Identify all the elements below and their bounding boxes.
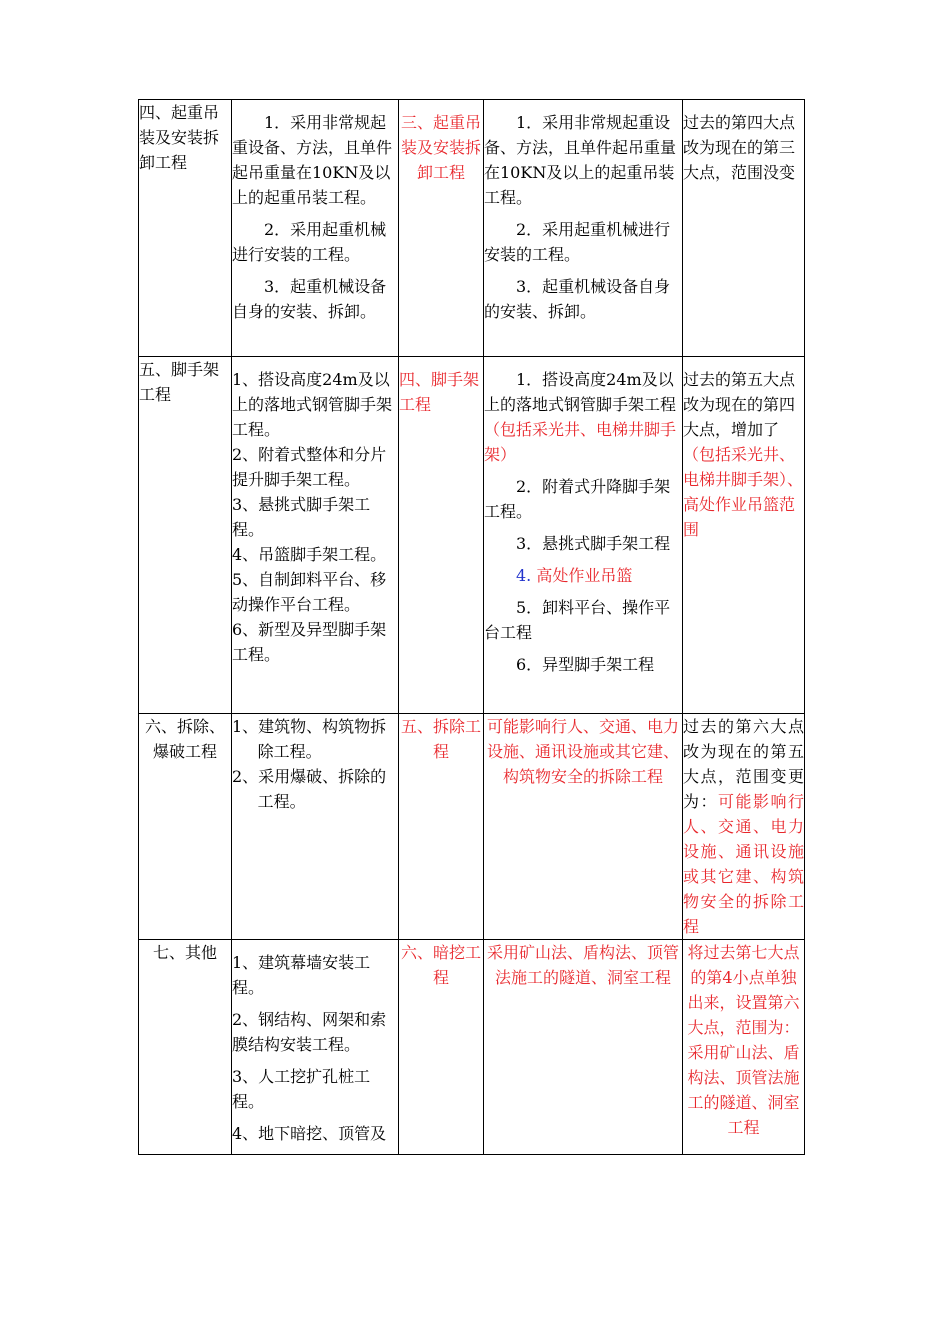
list-item: 1．搭设高度24m及以上的落地式钢管脚手架工程（包括采光井、电梯井脚手架）: [484, 370, 677, 464]
remark-cell: 过去的第五大点改为现在的第四大点，增加了（包括采光井、电梯井脚手架）、高处作业吊篮范围: [683, 357, 805, 714]
list-item: 5、自制卸料平台、移动操作平台工程。: [232, 570, 387, 614]
old-items-cell: [232, 714, 399, 940]
new-category-cell: 四、脚手架工程: [399, 357, 484, 714]
list-item: 6、新型及异型脚手架工程。: [232, 620, 387, 664]
list-item: 2．附着式升降脚手架工程。: [484, 477, 671, 521]
category-cell: 七、其他: [139, 940, 232, 1155]
new-items-cell: [484, 100, 683, 357]
list-item: 2．采用起重机械进行安装的工程。: [484, 220, 671, 264]
category-cell: 四、起重吊装及安装拆卸工程: [139, 100, 232, 357]
list-item: 3．起重机械设备自身的安装、拆卸。: [484, 277, 671, 321]
category-cell: 六、拆除、爆破工程: [139, 714, 232, 940]
new-items-cell: [484, 357, 683, 714]
comparison-table: [138, 99, 805, 1155]
list-item: 3．起重机械设备自身的安装、拆卸。: [232, 277, 387, 321]
list-item: 2、采用爆破、拆除的工程。: [232, 767, 387, 811]
old-items-cell: [232, 100, 399, 357]
list-item: 5．卸料平台、操作平台工程: [484, 598, 671, 642]
list-item: 3．悬挑式脚手架工程: [516, 534, 671, 553]
new-category-cell: 三、起重吊装及安装拆卸工程: [399, 100, 484, 357]
table-row: [139, 357, 805, 714]
new-items-cell: 可能影响行人、交通、电力设施、通讯设施或其它建、构筑物安全的拆除工程: [484, 714, 683, 940]
list-item: 3、人工挖扩孔桩工程。: [232, 1067, 371, 1111]
new-category-cell: 五、拆除工程: [399, 714, 484, 940]
old-items-cell: [232, 940, 399, 1155]
old-items-cell: [232, 357, 399, 714]
list-item: 4、吊篮脚手架工程。: [232, 545, 387, 564]
table-row: [139, 940, 805, 1155]
list-item: 1、建筑物、构筑物拆除工程。: [232, 717, 387, 761]
list-item: 1、建筑幕墙安装工程。: [232, 953, 371, 997]
remark-cell: 将过去第七大点的第4小点单独出来，设置第六大点，范围为：采用矿山法、盾构法、顶管法施工的隧道、洞室工程: [683, 940, 805, 1155]
list-item: 1．采用非常规起重设备、方法，且单件起吊重量在10KN及以上的起重吊装工程。: [232, 113, 393, 207]
new-category-cell: 六、暗挖工程: [399, 940, 484, 1155]
list-item: 1．采用非常规起重设备、方法，且单件起吊重量在10KN及以上的起重吊装工程。: [484, 113, 677, 207]
table-row: [139, 714, 805, 940]
list-item: 2．采用起重机械进行安装的工程。: [232, 220, 387, 264]
remark-cell: 过去的第四大点改为现在的第三大点，范围没变: [683, 100, 805, 357]
list-item: 4、地下暗挖、顶管及: [232, 1124, 387, 1143]
remark-cell: 过去的第六大点改为现在的第五大点，范围变更为：可能影响行人、交通、电力设施、通讯设施或其它建、构筑物安全的拆除工程: [683, 714, 805, 940]
list-item: 6．异型脚手架工程: [516, 655, 655, 674]
list-item: 2、附着式整体和分片提升脚手架工程。: [232, 445, 387, 489]
list-item: 2、钢结构、网架和索膜结构安装工程。: [232, 1010, 387, 1054]
category-cell: 五、脚手架工程: [139, 357, 232, 714]
table-row: [139, 100, 805, 357]
list-item: 1、搭设高度24m及以上的落地式钢管脚手架工程。: [232, 370, 393, 439]
list-item: 3、悬挑式脚手架工程。: [232, 495, 371, 539]
list-item: 4. 高处作业吊篮: [516, 566, 633, 585]
new-items-cell: 采用矿山法、盾构法、顶管法施工的隧道、洞室工程: [484, 940, 683, 1155]
